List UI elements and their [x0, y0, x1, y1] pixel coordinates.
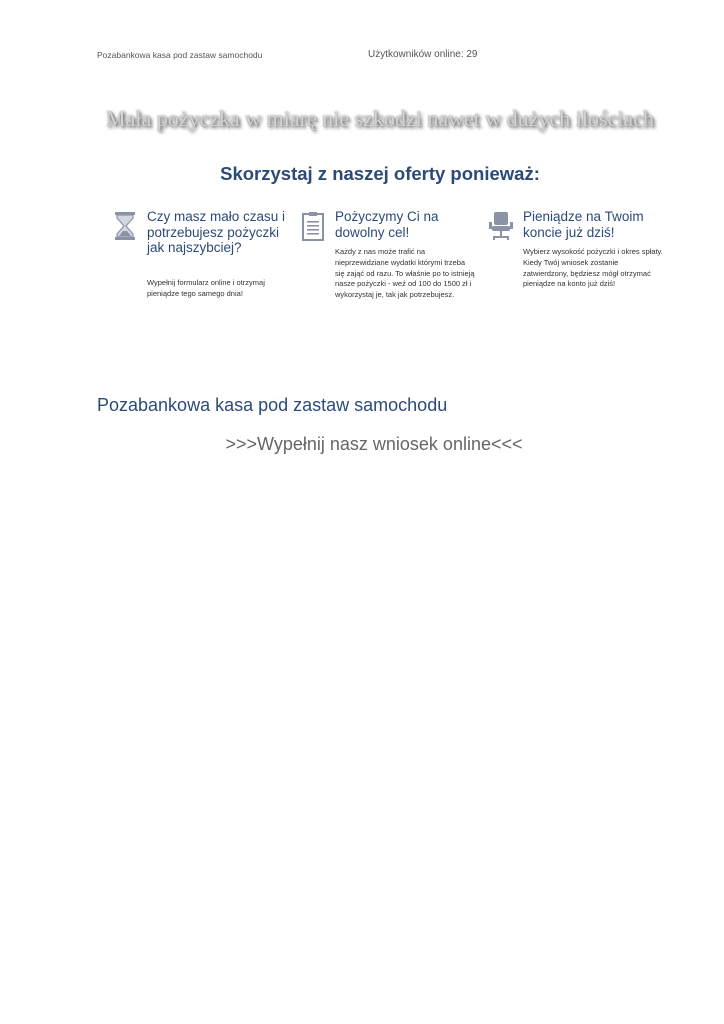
clipboard-icon	[301, 211, 325, 241]
feature-title: Pożyczymy Ci na dowolny cel!	[335, 209, 439, 240]
offer-heading: Skorzystaj z naszej oferty ponieważ:	[220, 163, 540, 184]
site-title: Pozabankowa kasa pod zastaw samochodu	[97, 50, 263, 60]
hourglass-icon	[113, 211, 137, 241]
apply-online-link[interactable]: >>>Wypełnij nasz wniosek online<<<	[225, 434, 523, 454]
feature-title: Czy masz mało czasu i potrzebujesz pożyczki jak najszybciej?	[147, 209, 286, 255]
feature-description: Każdy z nas może trafić na nieprzewidziane wydatki którymi trzeba się zająć od razu. To właśnie po to istnieją nasze pożyczki - weź od 100 do 1500 zł i wykorzystaj je, tak jak potrzebujesz.	[335, 247, 475, 300]
banner-title: Mała pożyczka w miarę nie szkodzi nawet w dużych ilościach	[106, 106, 654, 131]
feature-description: Wypełnij formularz online i otrzymaj pieniądze tego samego dnia!	[147, 278, 265, 298]
office-chair-icon	[489, 211, 513, 241]
feature-description: Wybierz wysokość pożyczki i okres spłaty. Kiedy Twój wniosek zostanie zatwierdzony, będziesz mógł otrzymać pieniądze na konto już dziś!	[523, 247, 663, 289]
section-title: Pozabankowa kasa pod zastaw samochodu	[97, 395, 448, 415]
feature-title: Pieniądze na Twoim koncie już dziś!	[523, 209, 644, 240]
online-users-counter: Użytkowników online: 29	[368, 49, 478, 60]
